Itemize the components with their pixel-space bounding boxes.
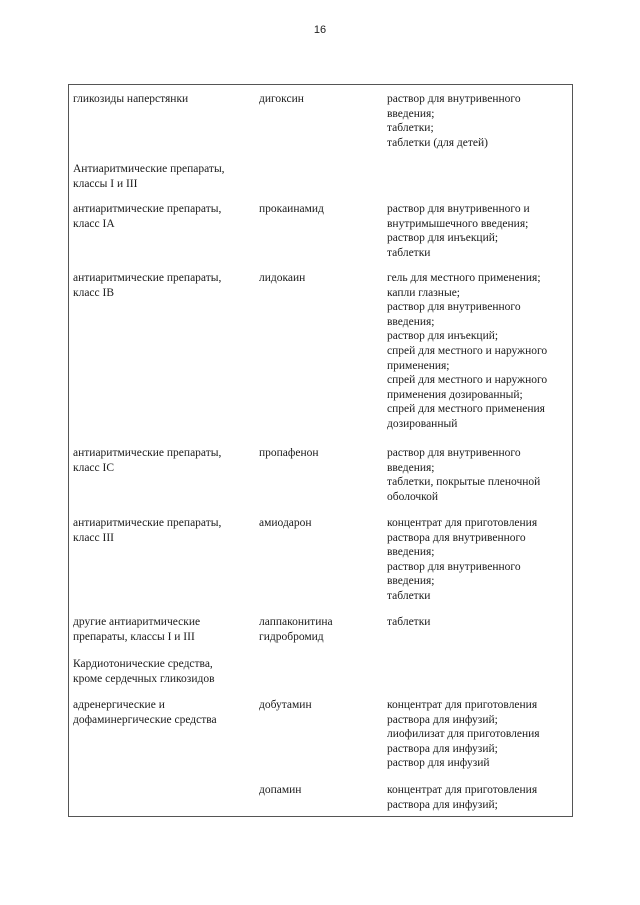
dosage-forms-cell: концентрат для приготовления раствора для инфузий; лиофилизат для приготовления раствора для инфузий; раствор для инфузий — [387, 699, 540, 770]
drug-cell: допамин — [259, 784, 302, 796]
group-heading-cell: Кардиотонические средства, кроме сердечных гликозидов — [73, 658, 215, 685]
drug-cell: пропафенон — [259, 447, 319, 459]
group-cell: антиаритмические препараты, класс IB — [73, 272, 222, 299]
dosage-forms-cell: раствор для внутривенного введения; таблетки; таблетки (для детей) — [387, 93, 521, 149]
drug-cell: амиодарон — [259, 517, 312, 529]
group-cell: адренергические и дофаминергические средства — [73, 699, 217, 726]
group-cell: антиаритмические препараты, класс IC — [73, 447, 222, 474]
group-cell: антиаритмические препараты, класс IA — [73, 203, 222, 230]
drug-table — [68, 84, 573, 817]
drug-cell: лидокаин — [259, 272, 306, 284]
group-cell: гликозиды наперстянки — [73, 93, 189, 105]
group-heading-cell: Антиаритмические препараты, классы I и III — [73, 163, 225, 190]
drug-cell: прокаинамид — [259, 203, 324, 215]
drug-cell: лаппаконитина гидробромид — [259, 616, 333, 643]
drug-cell: добутамин — [259, 699, 312, 711]
drug-cell: дигоксин — [259, 93, 304, 105]
dosage-forms-cell: раствор для внутривенного введения; таблетки, покрытые пленочной оболочкой — [387, 447, 541, 503]
dosage-forms-cell: раствор для внутривенного и внутримышечного введения; раствор для инъекций; таблетки — [387, 203, 530, 259]
dosage-forms-cell: концентрат для приготовления раствора для внутривенного введения; раствор для внутривенного введения; таблетки — [387, 517, 538, 602]
group-cell: антиаритмические препараты, класс III — [73, 517, 222, 544]
dosage-forms-cell: гель для местного применения; капли глазные; раствор для внутривенного введения; раствор для инъекций; спрей для местного и наружного применения; спрей для местного и наружного применения дозированный; спрей для местного применения дозированный — [387, 272, 548, 430]
group-cell: другие антиаритмические препараты, классы I и III — [73, 616, 201, 643]
dosage-forms-cell: таблетки — [387, 616, 431, 628]
page-number: 16 — [313, 24, 327, 36]
dosage-forms-cell: концентрат для приготовления раствора для инфузий; — [387, 784, 538, 811]
